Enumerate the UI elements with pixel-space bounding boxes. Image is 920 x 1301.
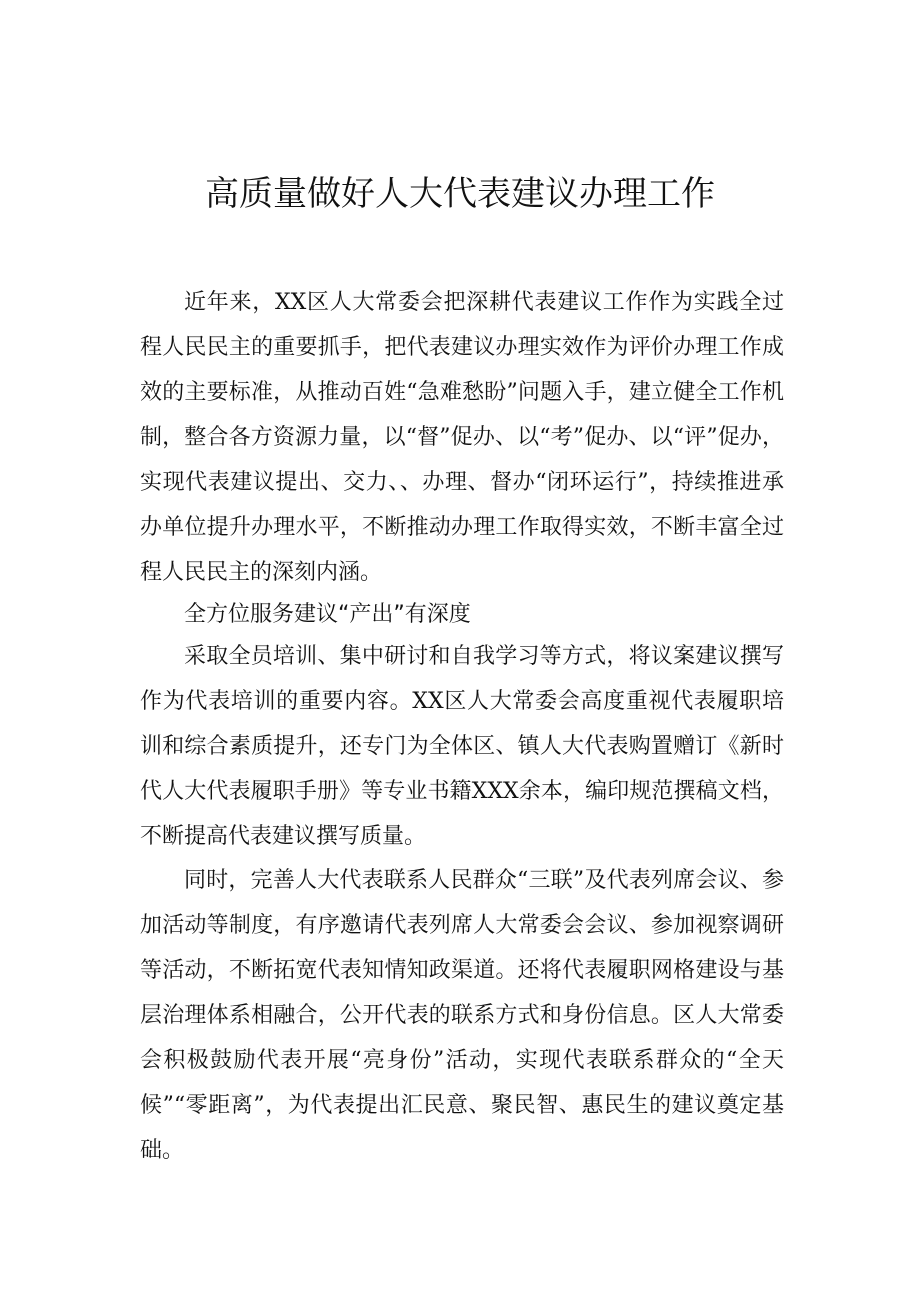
document-title: 高质量做好人大代表建议办理工作 (205, 174, 715, 214)
paragraph-intro: 近年来，XX区人大常委会把深耕代表建议工作作为实践全过程人民民主的重要抓手，把代表建议办理实效作为评价办理工作成效的主要标准，从推动百姓“急难愁盼”问题入手，建立健全工作机制，整合各方资源力量，以“督”促办、以“考”促办、以“评”促办，实现代表建议提出、交力、、办理、督办“闭环运行”，持续推进承办单位提升办理水平，不断推动办理工作取得实效，不断丰富全过程人民民主的深刻内涵。 (140, 290, 784, 585)
paragraph-training: 采取全员培训、集中研讨和自我学习等方式，将议案建议撰写作为代表培训的重要内容。XX区人大常委会高度重视代表履职培训和综合素质提升，还专门为全体区、镇人大代表购置赠订《新时代人大代表履职手册》等专业书籍XXX余本，编印规范撰稿文档，不断提高代表建议撰写质量。 (140, 644, 784, 849)
paragraph-contact: 同时，完善人大代表联系人民群众“三联”及代表列席会议、参加活动等制度，有序邀请代表列席人大常委会会议、参加视察调研等活动，不断拓宽代表知情知政渠道。还将代表履职网格建设与基层治理体系相融合，公开代表的联系方式和身份信息。区人大常委会积极鼓励代表开展“亮身份”活动，实现代表联系群众的“全天候”“零距离”，为代表提出汇民意、聚民智、惠民生的建议奠定基础。 (140, 868, 784, 1163)
section-heading: 全方位服务建议“产出”有深度 (184, 602, 471, 627)
